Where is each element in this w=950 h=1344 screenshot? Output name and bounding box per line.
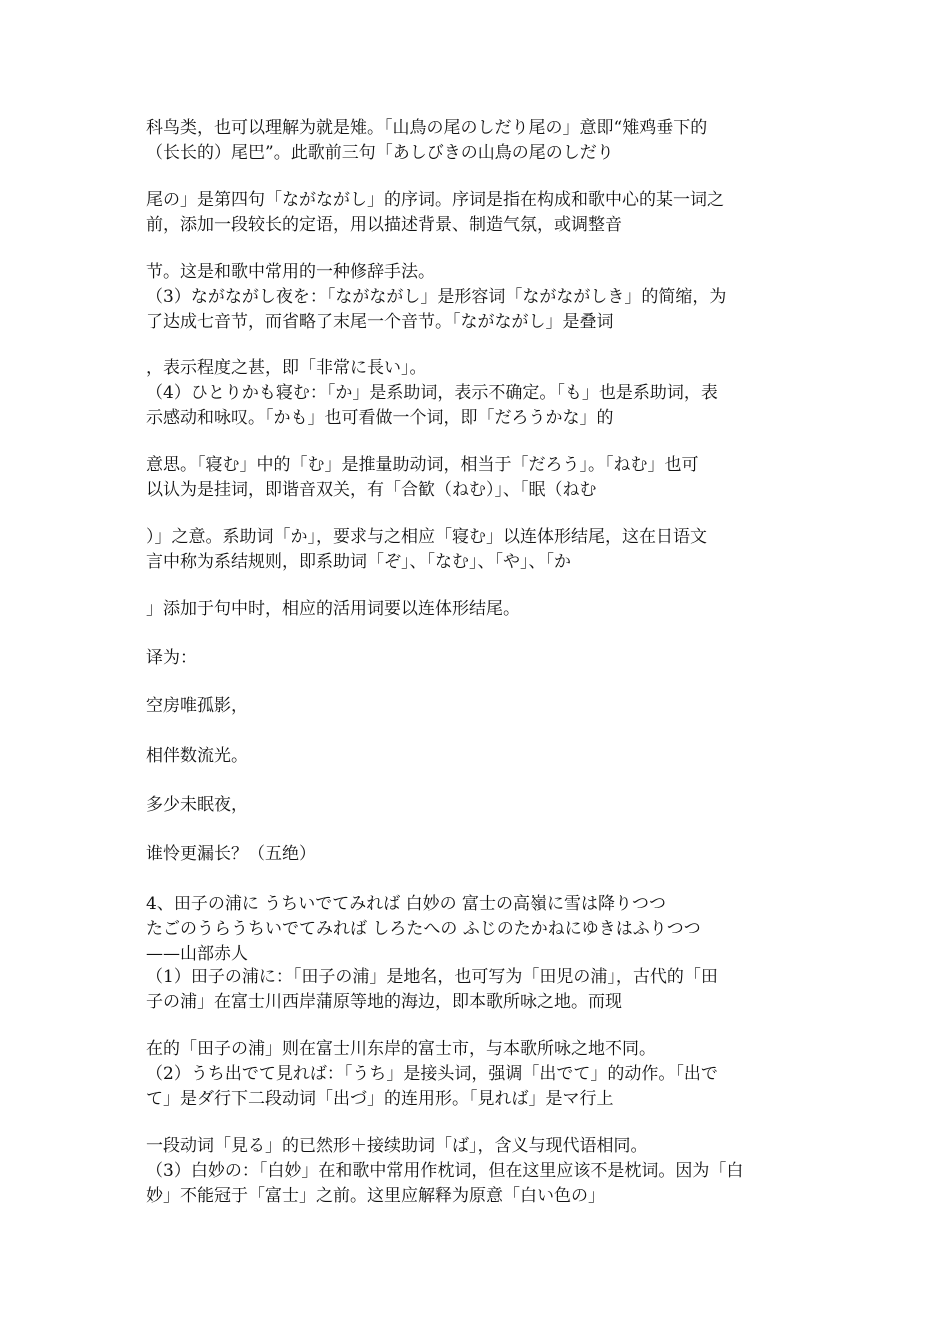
text-line: 节。这是和歌中常用的一种修辞手法。 — [146, 262, 435, 282]
text-line: ）」之意。系助词「か」，要求与之相应「寝む」以连体形结尾，这在日语文 — [146, 527, 707, 547]
text-line: て」是ダ行下二段动词「出づ」的连用形。「見れば」是マ行上 — [146, 1089, 614, 1109]
text-line: 前，添加一段较长的定语，用以描述背景、制造气氛，或调整音 — [146, 215, 622, 235]
poem-line: 多少未眠夜， — [146, 795, 248, 815]
poem-line: 谁怜更漏长？（五绝） — [146, 844, 316, 864]
text-line: （长长的）尾巴”。此歌前三句「あしびきの山鳥の尾のしだり — [146, 143, 614, 163]
text-line: 了达成七音节，而省略了末尾一个音节。「ながながし」是叠词 — [146, 312, 614, 332]
text-line: （2）うち出でて見れば：「うち」是接头词，强调「出でて」的动作。「出で — [146, 1064, 718, 1084]
text-line: 示感动和咏叹。「かも」也可看做一个词，即「だろうかな」的 — [146, 408, 614, 428]
text-line: ，表示程度之甚，即「非常に長い」。 — [146, 358, 427, 378]
text-line: 在的「田子の浦」则在富士川东岸的富士市，与本歌所咏之地不同。 — [146, 1039, 656, 1059]
text-line: 意思。「寝む」中的「む」是推量助动词，相当于「だろう」。「ねむ」也可 — [146, 455, 699, 475]
text-line: （4）ひとりかも寝む：「か」是系助词，表示不确定。「も」也是系助词，表 — [146, 383, 718, 403]
text-line: 妙」不能冠于「富士」之前。这里应解释为原意「白い色の」 — [146, 1186, 605, 1206]
text-line: 科鸟类，也可以理解为就是雉。「山鳥の尾のしだり尾の」意即“雉鸡垂下的 — [146, 118, 708, 138]
text-line: 一段动词「見る」的已然形＋接续助词「ば」，含义与现代语相同。 — [146, 1136, 648, 1156]
poem-line: 相伴数流光。 — [146, 746, 248, 766]
text-line: 言中称为系结规则，即系助词「ぞ」、「なむ」、「や」、「か — [146, 552, 571, 572]
text-line: （3）ながながし夜を：「ながながし」是形容词「ながながしき」的简缩，为 — [146, 287, 727, 307]
text-line: （3）白妙の：「白妙」在和歌中常用作枕词，但在这里应该不是枕词。因为「白 — [146, 1161, 744, 1181]
text-line: たごのうらうちいでてみれば しろたへの ふじのたかねにゆきはふりつつ — [146, 919, 701, 939]
text-line: 4、田子の浦に うちいでてみれば 白妙の 富士の高嶺に雪は降りつつ — [146, 894, 667, 914]
author-line: ——山部赤人 — [146, 944, 248, 964]
text-line: 尾の」是第四句「ながながし」的序词。序词是指在构成和歌中心的某一词之 — [146, 190, 724, 210]
poem-line: 空房唯孤影， — [146, 696, 248, 716]
text-line: 以认为是挂词，即谐音双关，有「合歓（ねむ）」、「眠（ねむ — [146, 480, 597, 500]
text-line: 」添加于句中时，相应的活用词要以连体形结尾。 — [146, 599, 520, 619]
text-line: 译为： — [146, 648, 197, 668]
text-line: 子の浦」在富士川西岸蒲原等地的海边，即本歌所咏之地。而现 — [146, 992, 622, 1012]
text-line: （1）田子の浦に：「田子の浦」是地名，也可写为「田児の浦」，古代的「田 — [146, 967, 718, 987]
